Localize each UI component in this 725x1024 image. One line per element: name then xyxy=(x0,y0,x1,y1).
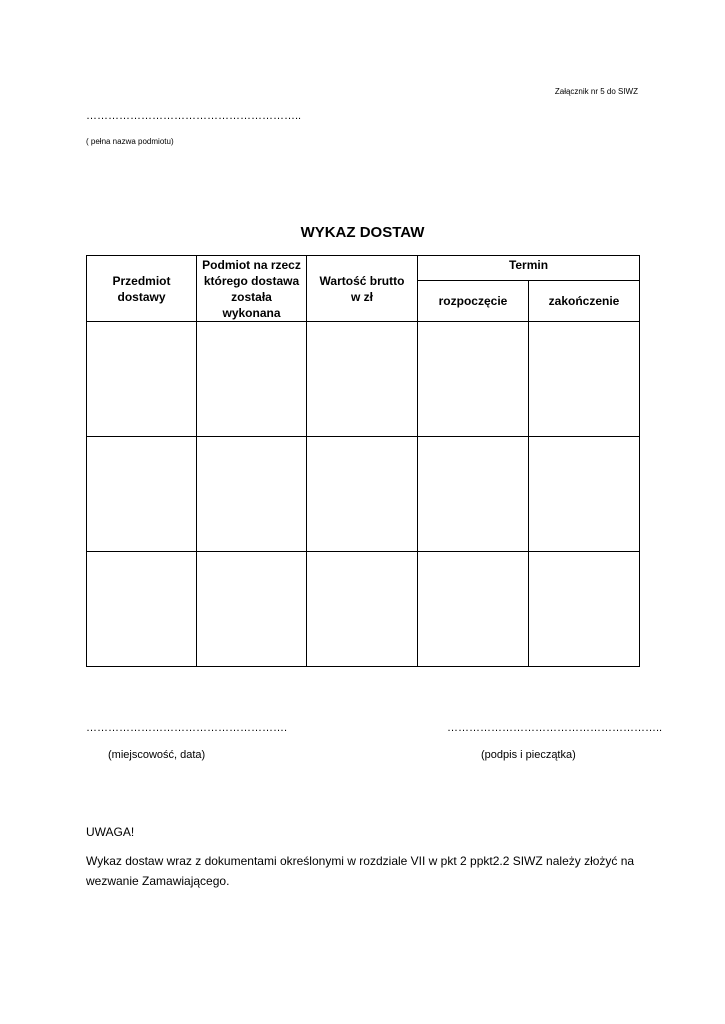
warning-text: Wykaz dostaw wraz z dokumentami określonymi w rozdziale VII w pkt 2 ppkt2.2 SIWZ należy złożyć na wezwanie Zamawiającego. xyxy=(86,854,635,888)
table-cell[interactable] xyxy=(197,437,307,552)
column-header-entity xyxy=(197,256,307,322)
table-cell[interactable] xyxy=(197,552,307,667)
document-title: WYKAZ DOSTAW xyxy=(300,224,425,241)
entity-name-label: ( pełna nazwa podmiotu) xyxy=(86,137,174,146)
table-cell[interactable] xyxy=(529,437,640,552)
table-cell[interactable] xyxy=(307,437,418,552)
table-row xyxy=(87,437,640,552)
table-cell[interactable] xyxy=(529,552,640,667)
column-header-value xyxy=(307,256,418,322)
table-cell[interactable] xyxy=(307,552,418,667)
column-header-entity-text: Podmiot na rzecz którego dostawa została wykonana xyxy=(202,258,301,320)
table-cell[interactable] xyxy=(418,437,529,552)
table-cell[interactable] xyxy=(418,322,529,437)
table-row xyxy=(87,322,640,437)
table-cell[interactable] xyxy=(87,437,197,552)
column-header-subject-text: Przedmiot dostawy xyxy=(112,273,171,304)
column-header-term: Termin xyxy=(418,256,640,281)
attachment-note: Załącznik nr 5 do SIWZ xyxy=(554,87,638,96)
column-header-end: zakończenie xyxy=(529,281,640,322)
column-header-start: rozpoczęcie xyxy=(418,281,529,322)
table-cell[interactable] xyxy=(418,552,529,667)
entity-name-line: ………………………………………………….. xyxy=(86,110,302,122)
column-header-value-text: Wartość brutto w zł xyxy=(319,273,405,304)
table-cell[interactable] xyxy=(87,322,197,437)
warning-title: UWAGA! xyxy=(86,825,135,839)
signature-label: (podpis i pieczątka) xyxy=(481,749,576,761)
table-cell[interactable] xyxy=(197,322,307,437)
table-row xyxy=(87,552,640,667)
table-cell[interactable] xyxy=(307,322,418,437)
table-cell[interactable] xyxy=(529,322,640,437)
column-header-subject xyxy=(87,256,197,322)
signature-line: ………………………………………………….. xyxy=(447,722,663,734)
table-cell[interactable] xyxy=(87,552,197,667)
deliveries-table xyxy=(86,255,640,667)
place-date-line: ………………………………………………. xyxy=(86,722,288,734)
place-date-label: (miejscowość, data) xyxy=(108,749,206,761)
